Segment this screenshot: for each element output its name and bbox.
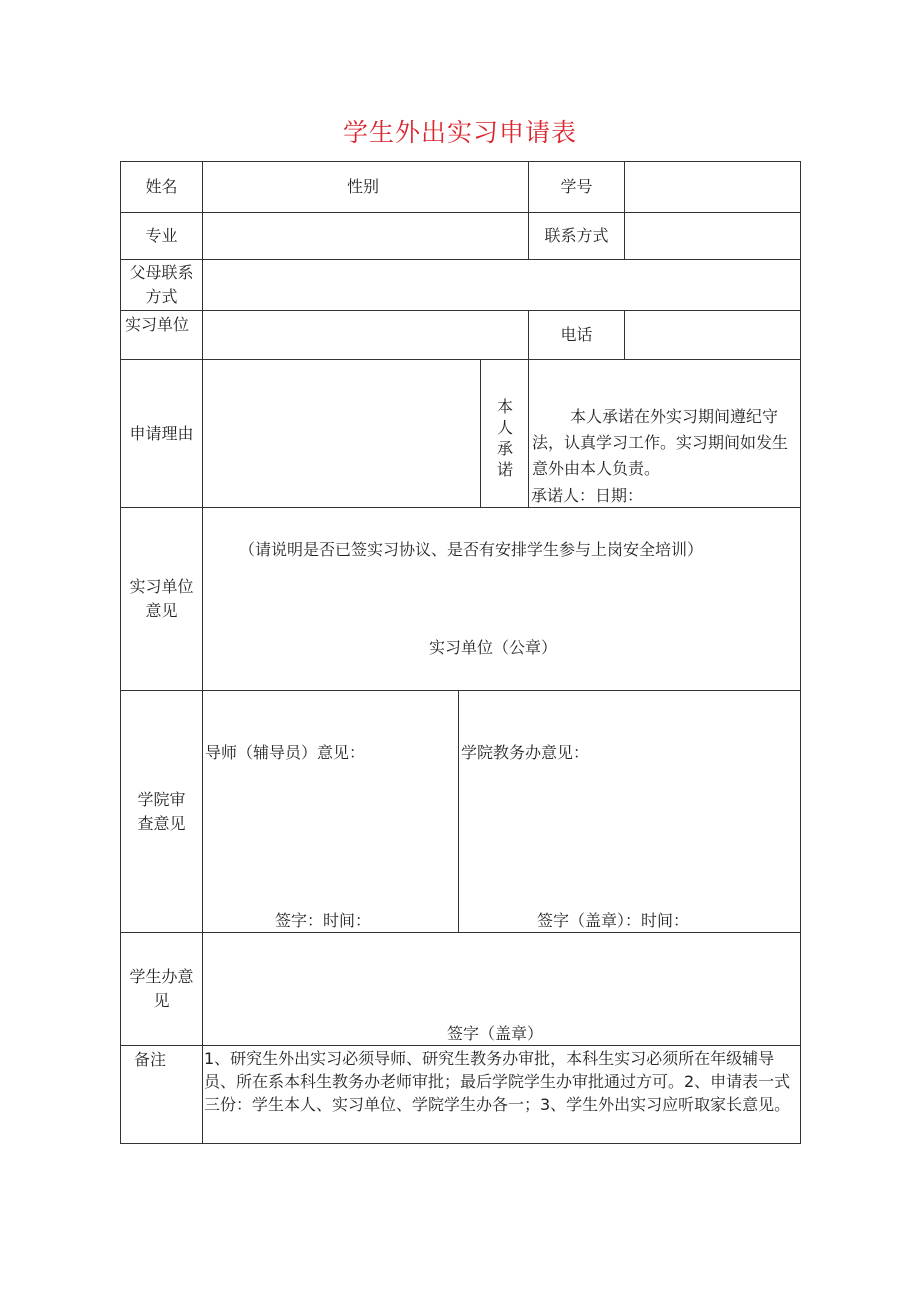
label-pledge bbox=[480, 359, 529, 508]
office-opinion-label: 学院教务办意见： bbox=[461, 743, 590, 762]
label-unit-opinion-line2: 意见 bbox=[145, 601, 178, 620]
label-remarks bbox=[120, 1045, 203, 1144]
internship-unit-value-cell[interactable] bbox=[202, 310, 529, 360]
tutor-opinion-cell[interactable] bbox=[202, 690, 459, 933]
form-title: 学生外出实习申请表 bbox=[342, 118, 577, 147]
label-pledge-text: 本人承诺 bbox=[496, 397, 513, 479]
label-parent-contact bbox=[120, 259, 203, 311]
student-office-cell[interactable] bbox=[202, 932, 801, 1046]
label-reason-text: 申请理由 bbox=[129, 423, 194, 443]
label-college-review-line1: 学院审 bbox=[137, 789, 186, 809]
label-major bbox=[120, 212, 203, 260]
tutor-opinion-label: 导师（辅导员）意见： bbox=[205, 743, 366, 762]
label-internship-unit-text: 实习单位 bbox=[125, 315, 190, 334]
unit-opinion-note: （请说明是否已签实习协议、是否有安排学生参与上岗安全培训） bbox=[239, 540, 704, 559]
pledge-signer: 承诺人：日期： bbox=[531, 486, 644, 505]
label-parent-contact-line1: 父母联系 bbox=[129, 263, 194, 282]
label-parent-contact-line2: 方式 bbox=[145, 287, 178, 306]
office-opinion-cell[interactable] bbox=[458, 690, 801, 933]
student-office-sign: 签字（盖章） bbox=[447, 1024, 544, 1043]
label-gender: 性别 bbox=[347, 177, 380, 196]
label-college-review-line2: 查意见 bbox=[137, 813, 186, 833]
name-value-cell[interactable] bbox=[202, 161, 529, 213]
pledge-cell bbox=[528, 359, 801, 508]
remarks-cell bbox=[202, 1045, 801, 1144]
label-major-text: 专业 bbox=[145, 226, 178, 245]
label-student-office bbox=[120, 932, 203, 1046]
label-reason bbox=[120, 359, 203, 508]
label-contact bbox=[528, 212, 625, 260]
contact-value-cell[interactable] bbox=[624, 212, 801, 260]
label-internship-unit bbox=[120, 310, 203, 360]
tutor-sign-label: 签字：时间： bbox=[275, 911, 372, 930]
label-student-id bbox=[528, 161, 625, 213]
unit-opinion-cell[interactable] bbox=[202, 507, 801, 691]
label-unit-opinion-line1: 实习单位 bbox=[129, 577, 194, 596]
label-college-review bbox=[120, 690, 203, 933]
label-remarks-text: 备注 bbox=[134, 1050, 167, 1069]
label-student-id-text: 学号 bbox=[560, 177, 593, 196]
label-name-text: 姓名 bbox=[145, 177, 178, 196]
pledge-text: 本人承诺在外实习期间遵纪守法，认真学习工作。实习期间如发生意外由本人负责。 bbox=[532, 407, 789, 478]
label-phone-text: 电话 bbox=[560, 325, 593, 344]
remarks-text: 1、研究生外出实习必须导师、研究生教务办审批，本科生实习必须所在年级辅导员、所在系本科生教务办老师审批；最后学院学生办审批通过方可。2、申请表一式三份：学生本人、实习单位、学院学生办各一；3、学生外出实习应听取家长意见。 bbox=[204, 1049, 791, 1114]
label-phone bbox=[528, 310, 625, 360]
phone-value-cell[interactable] bbox=[624, 310, 801, 360]
unit-opinion-stamp: 实习单位（公章） bbox=[429, 638, 558, 657]
student-id-value-cell[interactable] bbox=[624, 161, 801, 213]
label-contact-text: 联系方式 bbox=[544, 226, 609, 245]
label-name bbox=[120, 161, 203, 213]
label-student-office-line1: 学生办意 bbox=[129, 967, 194, 986]
reason-value-cell[interactable] bbox=[202, 359, 481, 508]
major-value-cell[interactable] bbox=[202, 212, 529, 260]
parent-contact-value-cell[interactable] bbox=[202, 259, 801, 311]
label-unit-opinion bbox=[120, 507, 203, 691]
label-student-office-line2: 见 bbox=[153, 991, 170, 1010]
office-sign-label: 签字（盖章）：时间： bbox=[537, 911, 690, 930]
